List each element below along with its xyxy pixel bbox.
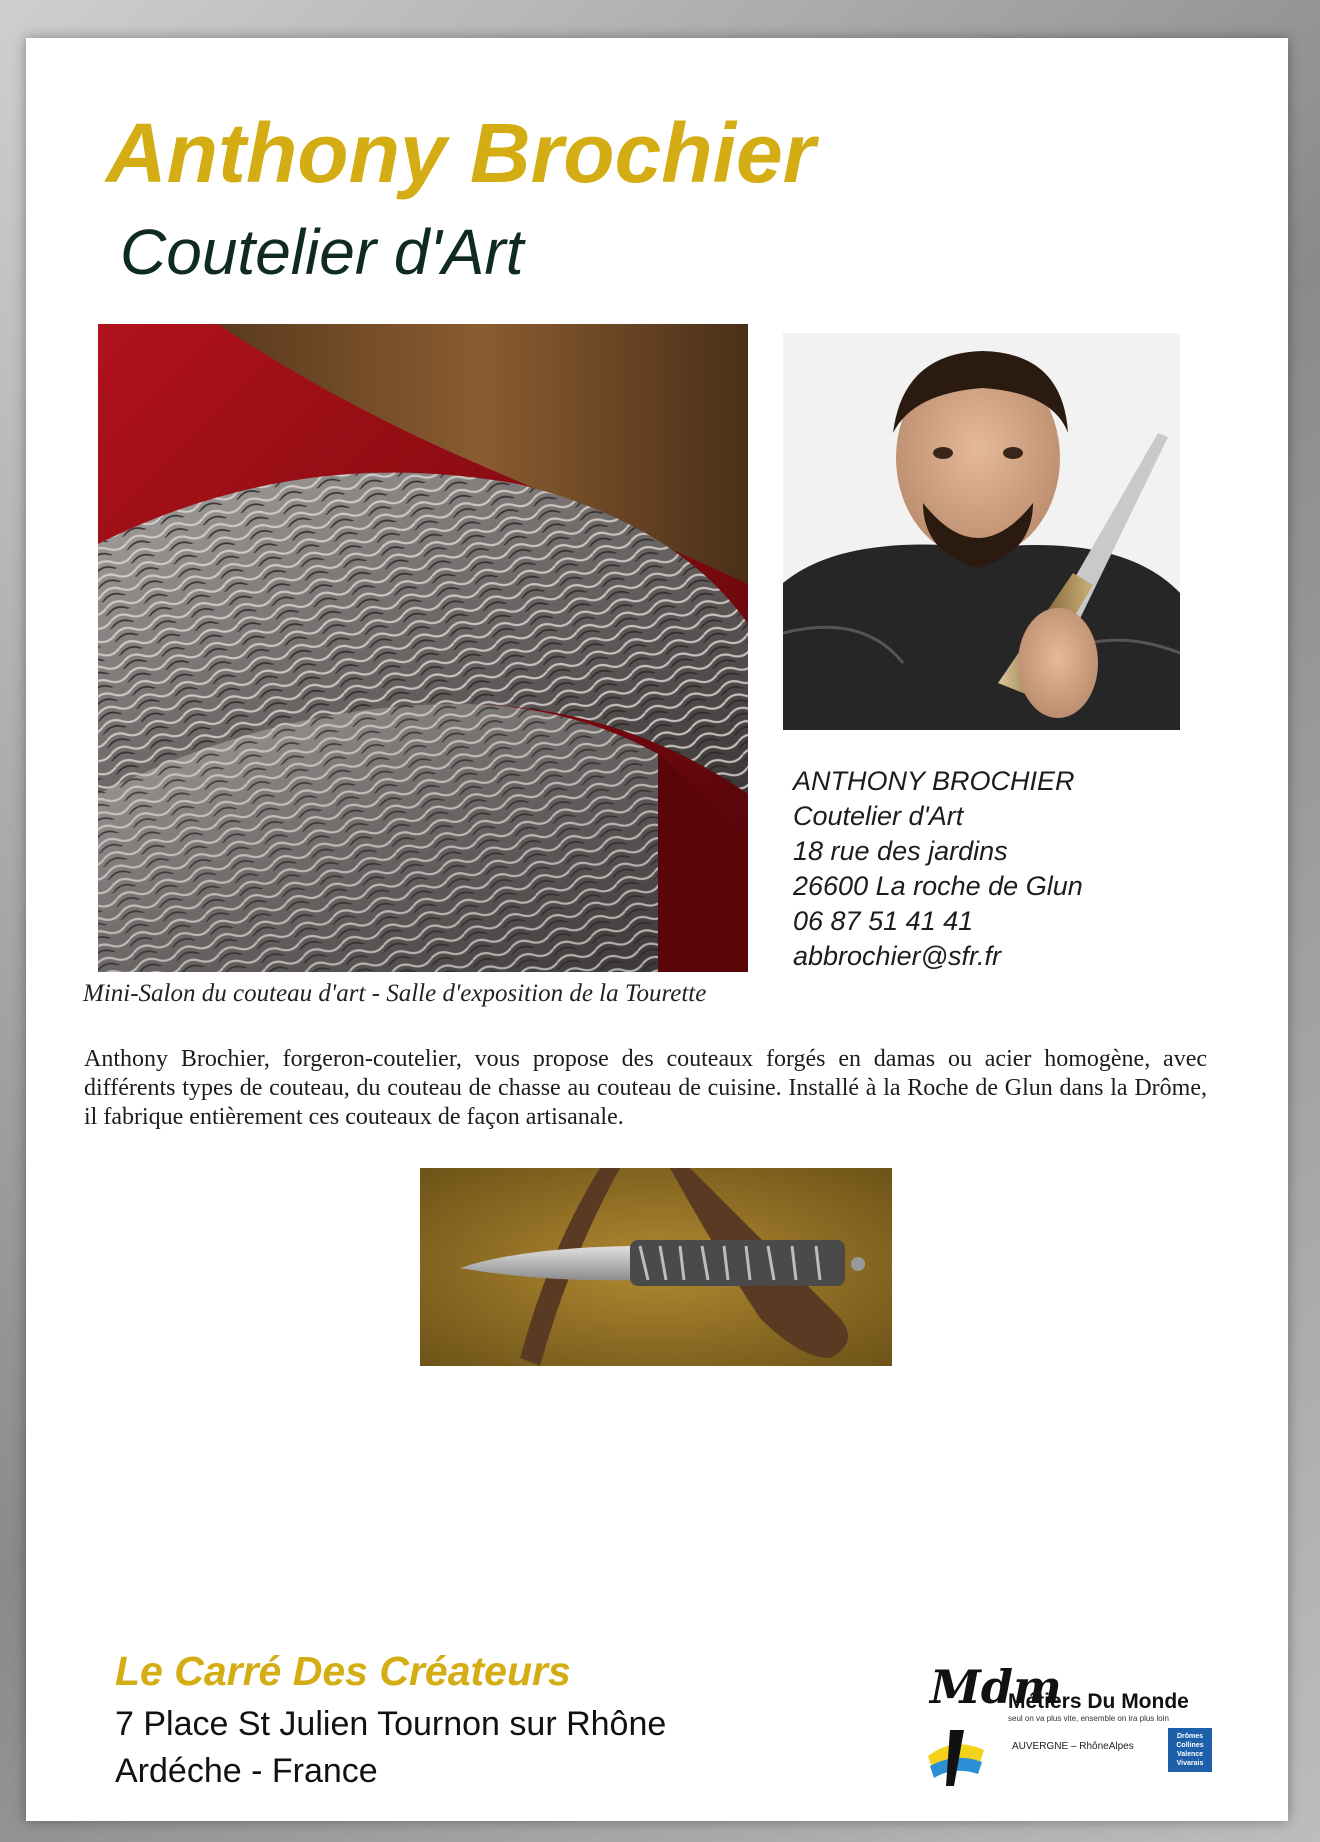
drome-logo: Drômes Collines Valence Vivarais [1168, 1728, 1212, 1772]
region-logo: AUVERGNE – RhôneAlpes [1012, 1741, 1134, 1752]
page-title: Anthony Brochier [106, 106, 816, 200]
damascus-blade-photo [98, 324, 748, 972]
contact-phone: 06 87 51 41 41 [793, 906, 974, 936]
tournon-logo [924, 1726, 988, 1792]
contact-email[interactable]: abbrochier@sfr.fr [793, 941, 1001, 971]
mdm-logo: Mdm [930, 1660, 1062, 1714]
venue-name: Le Carré Des Créateurs [115, 1648, 571, 1694]
contact-role: Coutelier d'Art [793, 801, 964, 831]
contact-street: 18 rue des jardins [793, 836, 1008, 866]
photo-caption: Mini-Salon du couteau d'art - Salle d'exposition de la Tourette [83, 980, 707, 1007]
description-paragraph: Anthony Brochier, forgeron-coutelier, vous propose des couteaux forgés en damas ou acier homogène, avec différents types de couteau, du couteau de chasse au couteau de cuisine. Installé à la Roche de Glun dans la Drôme, il fabrique entièrement ces couteaux de façon artisanale. [84, 1046, 1207, 1130]
folding-knife-photo [420, 1168, 892, 1366]
contact-name: ANTHONY BROCHIER [793, 766, 1075, 796]
venue-region: Ardéche - France [115, 1752, 378, 1790]
mdm-logo-title: Métiers Du Monde [1008, 1690, 1189, 1713]
contact-city: 26600 La roche de Glun [793, 871, 1083, 901]
contact-block [793, 764, 1083, 974]
venue-address: 7 Place St Julien Tournon sur Rhône [115, 1705, 667, 1743]
page-subtitle: Coutelier d'Art [120, 216, 524, 288]
artisan-portrait-photo [783, 333, 1180, 730]
mdm-logo-tagline: seul on va plus vite, ensemble on ira plus loin [1008, 1714, 1169, 1723]
